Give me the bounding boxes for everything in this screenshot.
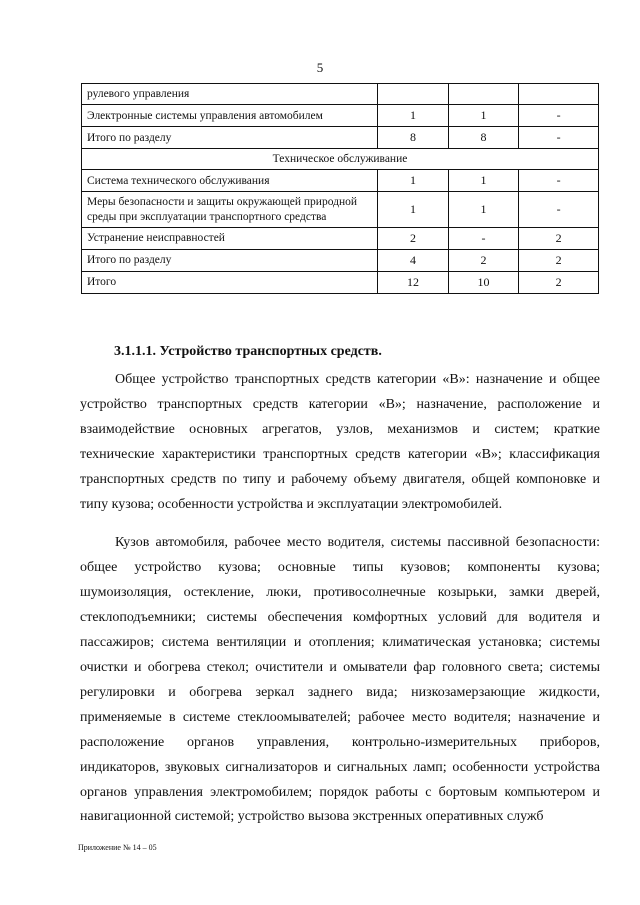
practice-hours-cell [519,84,599,105]
topic-cell: рулевого управления [82,84,378,105]
topic-cell: Итого по разделу [82,250,378,272]
theory-hours-cell: 10 [448,272,519,294]
total-hours-cell: 12 [378,272,449,294]
table-row [82,84,599,105]
table-row [82,228,599,250]
theory-hours-cell: 1 [448,105,519,127]
topic-cell: Система технического обслуживания [82,170,378,192]
theory-hours-cell: - [448,228,519,250]
table-section-row [82,149,599,170]
theory-hours-cell: 1 [448,192,519,228]
section-heading: 3.1.1.1. Устройство транспортных средств. [114,344,382,359]
curriculum-table-body [82,84,599,294]
practice-hours-cell: - [519,170,599,192]
topic-cell: Меры безопасности и защиты окружающей природной среды при эксплуатации транспортного средства [82,192,378,228]
total-hours-cell: 4 [378,250,449,272]
total-hours-cell: 1 [378,192,449,228]
table-row [82,170,599,192]
practice-hours-cell: - [519,127,599,149]
table-row [82,250,599,272]
total-hours-cell [378,84,449,105]
practice-hours-cell: - [519,192,599,228]
curriculum-table [81,83,599,294]
total-hours-cell: 8 [378,127,449,149]
practice-hours-cell: - [519,105,599,127]
table-row [82,105,599,127]
page-number: 5 [316,60,324,75]
total-hours-cell: 2 [378,228,449,250]
theory-hours-cell: 2 [448,250,519,272]
table-row [82,192,599,228]
footer-note: Приложение № 14 – 05 [78,843,157,852]
topic-cell: Итого по разделу [82,127,378,149]
paragraph: Кузов автомобиля, рабочее место водителя, системы пассивной безопасности: общее устройство кузова; основные типы кузовов; компоненты кузова; шумоизоляция, остекление, люки, противосолнечные козырьки, замки дверей, стеклоподъемники; системы обеспечения комфортных условий для водителя и пассажиров; система вентиляции и отопления; климатическая установка; системы очистки и обогрева стекол; очистители и омыватели фар головного света; системы регулировки и обогрева зеркал заднего вида; низкозамерзающие жидкости, применяемые в системе стеклоомывателей; рабочее место водителя; назначение и расположение органов управления, контрольно-измерительных приборов, индикаторов, звуковых сигнализаторов и сигнальных ламп; особенности устройства органов управления электромобилем; порядок работы с бортовым компьютером и навигационной системой; устройство вызова экстренных оперативных служб [80,535,600,825]
total-hours-cell: 1 [378,170,449,192]
topic-cell: Электронные системы управления автомобилем [82,105,378,127]
table-row [82,127,599,149]
section-title-cell: Техническое обслуживание [82,149,599,170]
theory-hours-cell: 1 [448,170,519,192]
theory-hours-cell [448,84,519,105]
total-hours-cell: 1 [378,105,449,127]
practice-hours-cell: 2 [519,272,599,294]
practice-hours-cell: 2 [519,250,599,272]
body-text [80,368,600,844]
theory-hours-cell: 8 [448,127,519,149]
table-row [82,272,599,294]
paragraph: Общее устройство транспортных средств категории «В»: назначение и общее устройство транспортных средств категории «В»; назначение, расположение и взаимодействие основных агрегатов, узлов, механизмов и систем; краткие технические характеристики транспортных средств категории «В»; классификация транспортных средств по типу и рабочему объему двигателя, общей компоновке и типу кузова; особенности устройства и эксплуатации электромобилей. [80,372,600,512]
practice-hours-cell: 2 [519,228,599,250]
topic-cell: Устранение неисправностей [82,228,378,250]
topic-cell: Итого [82,272,378,294]
